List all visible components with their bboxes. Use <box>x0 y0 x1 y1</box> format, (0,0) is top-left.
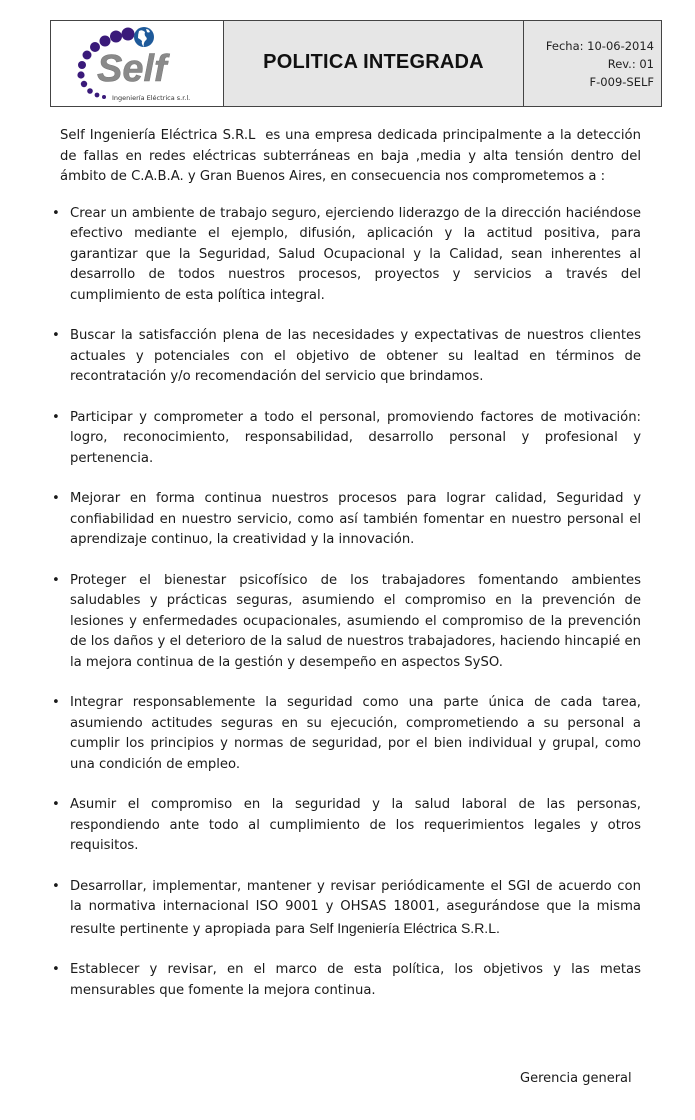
bullet-icon: • <box>52 409 60 425</box>
bullet-icon: • <box>52 572 60 588</box>
policy-list <box>52 204 641 1002</box>
policy-item <box>52 489 641 551</box>
policy-text: Participar y comprometer a todo el personal, promoviendo factores de motivación: logro, reconocimiento, responsabilidad, desarrollo personal y profesional y pertenencia. <box>70 409 641 466</box>
bullet-icon: • <box>52 962 60 977</box>
policy-item <box>52 571 641 674</box>
meta-cell <box>524 21 661 106</box>
bullet-icon: • <box>52 491 60 506</box>
policy-item <box>52 795 641 857</box>
document-code: F-009-SELF <box>589 74 654 89</box>
globe-icon <box>134 27 154 47</box>
bullet-icon: • <box>52 328 60 343</box>
policy-text: Mejorar en forma continua nuestros procesos para lograr calidad, Seguridad y confiabilidad en nuestro servicio, como así también fomentar en nuestro personal el aprendizaje continuo, la creatividad y la innovación. <box>70 491 641 547</box>
bullet-icon: • <box>52 878 60 894</box>
intro-paragraph <box>60 126 646 188</box>
policy-text: Buscar la satisfacción plena de las necesidades y expectativas de nuestros clientes actuales y potenciales con el objetivo de obtener su lealtad en términos de recontratación y/o recomendación del servicio que brindamos. <box>70 328 641 384</box>
bullet-icon: • <box>52 797 60 812</box>
intro-company-name: Self Ingeniería Eléctrica S.R.L <box>60 128 256 143</box>
intro-text: es una empresa dedicada principalmente a la detección de fallas en redes eléctricas subterráneas en baja ,media y alta tensión dentro del ámbito de C.A.B.A. y Gran Buenos Aires, en consecuencia nos comprometemos a : <box>60 128 646 184</box>
policy-text: Asumir el compromiso en la seguridad y la salud laboral de las personas, respondiendo ante todo al cumplimiento de los requerimientos legales y otros requisitos. <box>70 797 641 853</box>
logo-cell <box>51 21 224 106</box>
title-cell <box>224 21 524 106</box>
policy-item <box>52 204 641 307</box>
policy-text: Establecer y revisar, en el marco de esta política, los objetivos y las metas mensurables que fomente la mejora continua. <box>70 962 641 998</box>
policy-item <box>52 326 641 388</box>
document-date: Fecha: 10-06-2014 <box>545 38 654 53</box>
company-logo <box>51 21 223 107</box>
logo-brand-text: Self <box>97 48 167 90</box>
policy-text: Crear un ambiente de trabajo seguro, ejerciendo liderazgo de la dirección haciéndose efectivo mediante el ejemplo, difusión, aplicación y la actitud positiva, para garantizar que la Seguridad, Salud Ocupacional y la Calidad, sean inherentes al desarrollo de todos nuestros procesos, proyectos y servicios a través del cumplimiento de esta política integral. <box>70 205 641 303</box>
policy-text: Desarrollar, implementar, mantener y revisar periódicamente el SGI de acuerdo con la normativa internacional ISO 9001 y OHSAS 18001, asegurándose que la misma resulte pertinente y apropiada para <box>70 878 641 937</box>
policy-item <box>52 408 641 470</box>
policy-item <box>52 693 641 775</box>
signature-label: Gerencia general <box>520 1071 632 1086</box>
logo-tagline: Ingeniería Eléctrica s.r.l. <box>112 94 191 102</box>
policy-item <box>52 960 641 1001</box>
bullet-icon: • <box>52 205 60 221</box>
bullet-icon: • <box>52 695 60 710</box>
document-title: POLITICA INTEGRADA <box>263 51 484 73</box>
policy-item <box>52 877 641 941</box>
document-body <box>52 126 646 1021</box>
document-revision: Rev.: 01 <box>607 56 654 71</box>
policy-company-name: Self Ingeniería Eléctrica S.R.L. <box>309 919 500 936</box>
policy-text: Integrar responsablemente la seguridad como una parte única de cada tarea, asumiendo actitudes seguras en su ejecución, comprometiendo a su personal a cumplir los principios y normas de seguridad, por el bien individual y grupal, como una condición de empleo. <box>70 695 641 772</box>
policy-text: Proteger el bienestar psicofísico de los trabajadores fomentando ambientes saludables y prácticas seguras, asumiendo el compromiso en la prevención de lesiones y enfermedades ocupacionales, asumiendo el compromiso de la prevención de los daños y el deterioro de la salud de nuestros trabajadores, haciendo hincapié en la mejora continua de la gestión y desempeño en aspectos SySO. <box>70 572 641 670</box>
document-header <box>50 20 662 107</box>
